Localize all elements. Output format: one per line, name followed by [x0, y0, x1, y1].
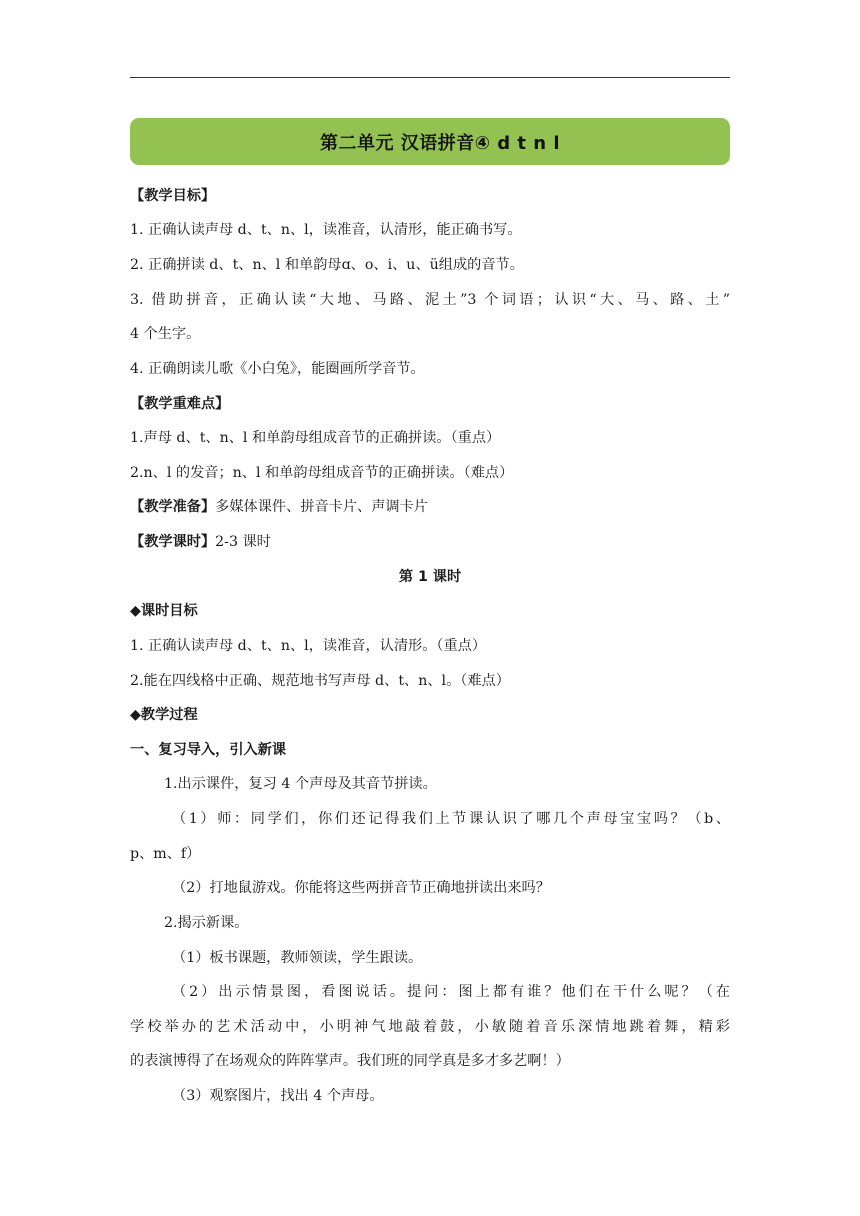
title-banner — [130, 118, 730, 165]
goals-heading: 【教学目标】 — [130, 188, 216, 204]
keypoint-item: 2.n、l 的发音；n、l 和单韵母组成音节的正确拼读。（难点） — [130, 465, 514, 481]
hours-text: 2-3 课时 — [215, 534, 271, 550]
lesson-goal-item: 1. 正确认读声母 d、t、n、l，读准音，认清形。（重点） — [130, 638, 487, 654]
document-title: 第二单元 汉语拼音④ d t n l — [319, 132, 561, 154]
process-line-continuation: 的表演博得了在场观众的阵阵掌声。我们班的同学真是多才多艺啊！） — [130, 1053, 570, 1069]
process-line: （2）出示情景图，看图说话。提问：图上都有谁？他们在干什么呢？（在 — [172, 984, 730, 1000]
goal-item: 3. 借助拼音，正确认读“大地、马路、泥土”3 个词语；认识“大、马、路、土” — [130, 292, 730, 308]
prep-label: 【教学准备】 — [130, 499, 216, 515]
process-line: （2）打地鼠游戏。你能将这些两拼音节正确地拼读出来吗？ — [172, 880, 550, 896]
process-line: （1）板书课题，教师领读，学生跟读。 — [172, 950, 423, 966]
process-line: 1.出示课件，复习 4 个声母及其音节拼读。 — [164, 776, 437, 792]
lesson-title: 第 1 课时 — [398, 569, 462, 585]
prep-row — [130, 493, 730, 521]
process-line: （1）师：同学们，你们还记得我们上节课认识了哪几个声母宝宝吗？（b、 — [172, 811, 730, 827]
goal-item: 1. 正确认读声母 d、t、n、l，读准音，认清形，能正确书写。 — [130, 222, 522, 238]
part1-heading: 一、复习导入，引入新课 — [130, 742, 287, 758]
goal-item: 2. 正确拼读 d、t、n、l 和单韵母ɑ、o、i、u、ü组成的音节。 — [130, 257, 524, 273]
goal-item: 4. 正确朗读儿歌《小白兔》，能圈画所学音节。 — [130, 361, 425, 377]
process-line-continuation: p、m、f） — [130, 846, 201, 862]
lesson-goal-item: 2.能在四线格中正确、规范地书写声母 d、t、n、l。（难点） — [130, 673, 510, 689]
goal-item-continuation: 4 个生字。 — [130, 326, 201, 342]
process-line-continuation: 学校举办的艺术活动中，小明神气地敲着鼓，小敏随着音乐深情地跳着舞，精彩 — [130, 1019, 730, 1035]
prep-text: 多媒体课件、拼音卡片、声调卡片 — [215, 499, 428, 515]
process-line: 2.揭示新课。 — [164, 915, 249, 931]
lesson-goals-heading: ◆课时目标 — [130, 603, 198, 619]
hours-row — [130, 528, 730, 556]
keypoint-item: 1.声母 d、t、n、l 和单韵母组成音节的正确拼读。（重点） — [130, 430, 501, 446]
keypoints-heading: 【教学重难点】 — [130, 396, 230, 412]
header-rule — [130, 77, 730, 78]
process-line: （3）观察图片，找出 4 个声母。 — [172, 1088, 384, 1104]
process-heading: ◆教学过程 — [130, 707, 198, 723]
hours-label: 【教学课时】 — [130, 534, 216, 550]
